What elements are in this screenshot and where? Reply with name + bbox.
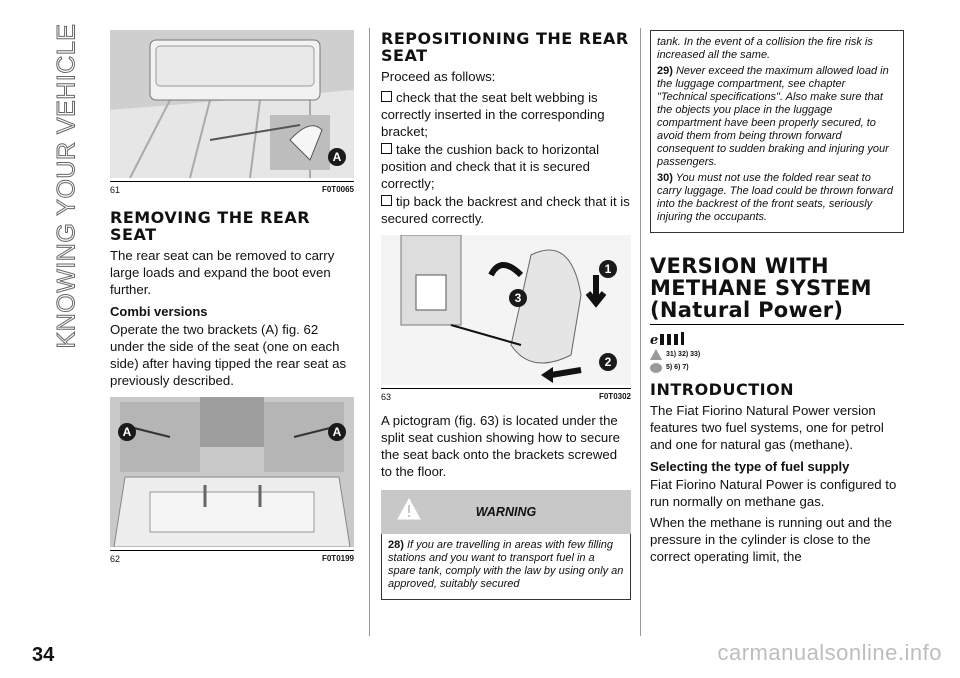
- paragraph-selecting-1: Fiat Fiorino Natural Power is configured to run normally on methane gas.: [650, 477, 897, 509]
- important-hand-icon: [650, 362, 662, 373]
- paragraph-removing: The rear seat can be removed to carry large loads and expand the boot even further.: [110, 248, 335, 297]
- important-notes-row: 5) 6) 7): [650, 362, 904, 373]
- figure-62-caption: [110, 550, 354, 564]
- figure-63-callout-1: 1: [599, 260, 617, 278]
- methane-logo-row: [650, 331, 904, 347]
- figure-62-callout-a-right: A: [328, 423, 346, 441]
- heading-removing-rear-seat: REMOVING THE REAR SEAT: [110, 208, 311, 244]
- figure-63-callout-3: 3: [509, 289, 527, 307]
- heading-version-methane: VERSION WITH METHANE SYSTEM (Natural Power): [650, 255, 904, 325]
- figure-62: [110, 397, 354, 547]
- column-divider-2: [640, 28, 641, 636]
- figure-61-illustration: [110, 30, 354, 178]
- paragraph-pictogram: A pictogram (fig. 63) is located under the split seat cushion showing how to secure the seat back onto the brackets screwed to the floor.: [381, 413, 620, 479]
- figure-63: [381, 235, 631, 385]
- column-1: [110, 30, 354, 564]
- svg-text:e: e: [650, 333, 659, 347]
- heading-combi-versions: Combi versions: [110, 304, 208, 319]
- figure-62-number: 62: [110, 554, 121, 564]
- warning-29: 29) Never exceed the maximum allowed load in the luggage compartment, see chapter "Technical specifications". Also make sure that the objects you place in the luggage compartment have been properly secured, to avoid them from being thrown forward consequent to sudden braking and injuring your passengers.: [657, 65, 889, 168]
- warning-triangle-small-icon: [650, 349, 662, 360]
- paragraph-selecting-2: When the methane is running out and the pressure in the cylinder is close to the correct operating limit, the: [650, 515, 892, 564]
- heading-repositioning-rear-seat: REPOSITIONING THE REAR SEAT: [381, 29, 629, 65]
- figure-63-number: 63: [381, 392, 392, 402]
- column-divider-1: [369, 28, 370, 636]
- bullet-item: check that the seat belt webbing is correctly inserted in the corresponding bracket;: [381, 90, 605, 139]
- heading-selecting-fuel: Selecting the type of fuel supply: [650, 459, 850, 474]
- figure-63-code: F0T0302: [598, 392, 631, 401]
- figure-61: [110, 30, 354, 178]
- page-number: 34: [32, 644, 55, 666]
- figure-62-illustration: [110, 397, 354, 547]
- figure-62-code: F0T0199: [321, 554, 354, 563]
- warning-body-continued: [650, 30, 904, 233]
- checkbox-icon: [381, 91, 392, 102]
- heading-introduction: INTRODUCTION: [650, 380, 795, 399]
- figure-63-caption: [381, 388, 631, 402]
- natural-power-logo-icon: [650, 331, 690, 347]
- warning-body: [381, 534, 631, 600]
- figure-63-callout-2: 2: [599, 353, 617, 371]
- side-section-title: KNOWING YOUR VEHICLE: [52, 23, 81, 349]
- watermark: carmanualsonline.info: [717, 640, 942, 665]
- figure-61-callout-a: A: [328, 148, 346, 166]
- figure-63-illustration: [381, 235, 631, 385]
- warning-notes-row: 31) 32) 33): [650, 349, 904, 360]
- figure-61-caption: [110, 181, 354, 195]
- checkbox-icon: [381, 195, 392, 206]
- paragraph-combi: Operate the two brackets (A) fig. 62 under the side of the seat (one on each side) after having tipped the rear seat as previously described.: [110, 322, 347, 388]
- warning-triangle-icon: [397, 498, 421, 520]
- figure-61-code: F0T0065: [321, 185, 354, 194]
- paragraph-introduction: The Fiat Fiorino Natural Power version features two fuel systems, one for petrol and one for natural gas (methane).: [650, 403, 884, 452]
- warning-header: [381, 490, 631, 534]
- bullet-item: take the cushion back to horizontal position and check that it is secured correctly;: [381, 142, 600, 191]
- column-3: [650, 30, 904, 569]
- bullet-item: tip back the backrest and check that it is secured correctly.: [381, 194, 630, 226]
- warning-28-continued: tank. In the event of a collision the fire risk is increased all the same.: [657, 36, 873, 61]
- paragraph-proceed: Proceed as follows:: [381, 69, 496, 84]
- column-2: [381, 30, 631, 600]
- figure-62-callout-a-left: A: [118, 423, 136, 441]
- warning-28: 28) If you are travelling in areas with few filling stations and you want to transport fuel in a spare tank, comply with the law by using only an approved, suitably secured: [388, 539, 624, 590]
- warning-title: WARNING: [475, 505, 537, 519]
- checkbox-icon: [381, 143, 392, 154]
- figure-61-number: 61: [110, 185, 121, 195]
- warning-30: 30) You must not use the folded rear seat to carry luggage. The load could be thrown forward into the backrest of the front seats, seriously injuring the occupants.: [657, 172, 894, 223]
